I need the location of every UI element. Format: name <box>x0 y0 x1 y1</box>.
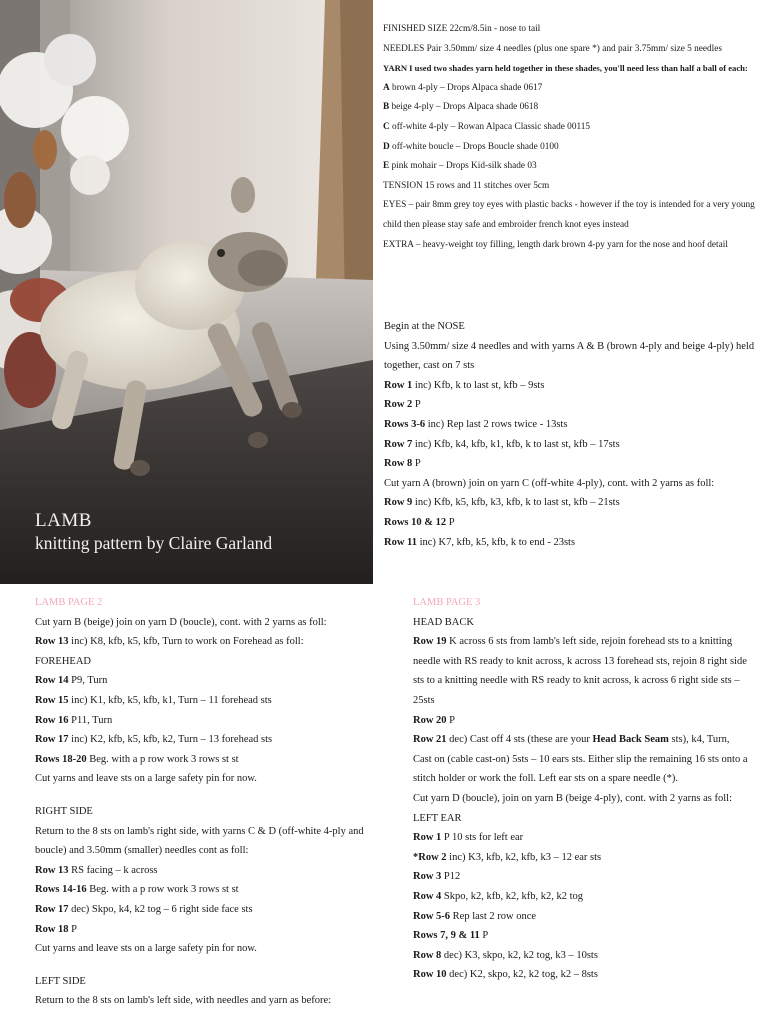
page-3-line <box>413 926 748 946</box>
hero-title: LAMB <box>35 510 92 531</box>
page-3-line <box>413 907 748 927</box>
page-2-line <box>35 613 365 633</box>
page-3-column <box>413 593 748 985</box>
page-2-line <box>35 802 365 822</box>
row-label: Row 9 <box>384 497 413 509</box>
page-3-label: LAMB PAGE 3 <box>413 597 481 608</box>
materials-line <box>383 98 758 118</box>
row-text: dec) K3, skpo, k2, k2 tog, k3 – 10sts <box>441 949 598 961</box>
row-text: RS facing – k across <box>68 864 158 876</box>
materials-list <box>383 20 758 255</box>
row-label: Row 4 <box>413 890 442 902</box>
page-3-line <box>413 613 748 633</box>
row-label: Row 13 <box>35 864 69 876</box>
materials-line <box>383 20 758 40</box>
hero-title-block <box>35 510 272 554</box>
page-2-line <box>35 750 365 770</box>
yarn-letter: D <box>383 141 390 152</box>
yarn-letter: C <box>383 121 390 132</box>
materials-line <box>383 40 758 60</box>
nose-line <box>384 415 756 435</box>
materials-line <box>383 59 758 79</box>
page-2-line <box>35 972 365 992</box>
spacer <box>35 959 365 972</box>
materials-text: brown 4-ply – Drops Alpaca shade 0617 <box>389 82 543 93</box>
row-text: dec) Skpo, k4, k2 tog – 6 right side face sts <box>68 903 253 915</box>
row-text: Begin at the NOSE <box>384 321 465 332</box>
materials-text: EYES – pair 8mm grey toy eyes with plastic backs - however if the toy is intended for a very young child then please stay safe and embroider french knot eyes instead <box>383 200 755 230</box>
row-text: Cut yarn D (boucle), join on yarn B (beige 4-ply), cont. with 2 yarns as foll: <box>413 792 733 804</box>
row-text: P9, Turn <box>68 675 108 687</box>
row-label: Row 5-6 <box>413 910 451 922</box>
page-3-line <box>413 809 748 829</box>
row-label: Row 15 <box>35 694 69 706</box>
row-label: Row 20 <box>413 714 447 726</box>
page-3-line <box>413 965 748 985</box>
page-2-line <box>35 652 365 672</box>
page-2-label: LAMB PAGE 2 <box>35 597 103 608</box>
row-label: Row 18 <box>35 923 69 935</box>
row-label: Rows 18-20 <box>35 753 87 765</box>
row-text: inc) K3, kfb, k2, kfb, k3 – 12 ear sts <box>446 851 602 863</box>
yarn-letter: A <box>383 82 390 93</box>
row-text: P <box>446 714 456 726</box>
row-text: P <box>68 923 78 935</box>
row-label: Row 16 <box>35 714 69 726</box>
materials-line <box>383 79 758 99</box>
nose-line <box>384 493 756 513</box>
row-text-continued: sts), k4, Turn, Cast on (cable cast-on) 5sts – 10 ears sts. Either slip the remaining 16 sts onto a stitch holder or work the foll. Left ear sts on a spare needle (*). <box>413 734 748 785</box>
row-text: P <box>446 516 455 528</box>
nose-line <box>384 454 756 474</box>
row-text: Beg. with a p row work 3 rows st st <box>86 753 239 765</box>
page-2-line <box>35 769 365 789</box>
row-text: Using 3.50mm/ size 4 needles and with yarns A & B (brown 4-ply and beige 4-ply) held together, cast on 7 sts <box>384 340 755 372</box>
row-text: Skpo, k2, kfb, k2, kfb, k2, k2 tog <box>441 890 584 902</box>
page-3-line <box>413 730 748 789</box>
nose-line <box>384 395 756 415</box>
row-label: Rows 10 & 12 <box>384 516 447 528</box>
row-text: Cut yarns and leave sts on a large safety pin for now. <box>35 943 257 955</box>
row-label: Row 13 <box>35 636 69 648</box>
page-2-line <box>35 691 365 711</box>
row-text: inc) Kfb, k4, kfb, k1, kfb, k to last st, kfb – 17sts <box>412 438 620 450</box>
row-text: P <box>412 399 421 411</box>
row-text: P12 <box>441 871 461 883</box>
row-text: Cut yarn B (beige) join on yarn D (boucle), cont. with 2 yarns as foll: <box>35 616 327 628</box>
row-text: Cut yarn A (brown) join on yarn C (off-white 4-ply), cont. with 2 yarns as foll: <box>384 477 715 489</box>
page-3-line <box>413 848 748 868</box>
row-text: P <box>479 930 489 942</box>
page-2-line <box>35 991 365 1011</box>
nose-line <box>384 474 756 494</box>
row-text: Rep last 2 row once <box>450 910 537 922</box>
row-label: Rows 14-16 <box>35 884 87 896</box>
materials-line <box>383 196 758 235</box>
row-label: Row 1 <box>384 379 413 391</box>
page-3-line <box>413 828 748 848</box>
page-3-line <box>413 946 748 966</box>
page-3-line <box>413 632 748 710</box>
lamb-photo-illustration <box>0 0 373 584</box>
page-2-line <box>35 900 365 920</box>
materials-text: off-white 4-ply – Rowan Alpaca Classic shade 00115 <box>389 121 591 132</box>
row-label: Row 8 <box>384 458 413 470</box>
row-text: inc) K8, kfb, k5, kfb, Turn to work on Forehead as foll: <box>68 636 304 648</box>
materials-text: off-white boucle – Drops Boucle shade 0100 <box>389 141 559 152</box>
row-text: inc) K2, kfb, k5, kfb, k2, Turn – 13 forehead sts <box>68 734 273 746</box>
row-emphasis: Head Back Seam <box>592 734 669 746</box>
row-text: P <box>412 458 421 470</box>
materials-line <box>383 118 758 138</box>
row-label: Row 2 <box>384 399 413 411</box>
page-2-line <box>35 920 365 940</box>
page-3-line <box>413 867 748 887</box>
page-3-line <box>413 789 748 809</box>
nose-line <box>384 513 756 533</box>
row-text: P 10 sts for left ear <box>441 832 524 844</box>
materials-line <box>383 138 758 158</box>
row-text: LEFT EAR <box>413 812 462 824</box>
row-text: LEFT SIDE <box>35 975 86 987</box>
page-3-line <box>413 887 748 907</box>
yarn-letter: E <box>383 161 390 172</box>
row-label: Row 10 <box>413 969 447 981</box>
row-label: *Row 2 <box>413 851 447 863</box>
row-text: HEAD BACK <box>413 616 474 628</box>
row-text: inc) Rep last 2 rows twice - 13sts <box>425 418 568 430</box>
materials-line <box>383 177 758 197</box>
nose-line <box>384 533 756 553</box>
page-2-line <box>35 880 365 900</box>
row-text: inc) K1, kfb, k5, kfb, k1, Turn – 11 forehead sts <box>68 694 272 706</box>
row-text: RIGHT SIDE <box>35 805 93 817</box>
row-text: Beg. with a p row work 3 rows st st <box>86 884 239 896</box>
row-text: dec) K2, skpo, k2, k2 tog, k2 – 8sts <box>446 969 598 981</box>
row-text: inc) K7, kfb, k5, kfb, k to end - 23sts <box>416 536 576 548</box>
page-2-line <box>35 939 365 959</box>
nose-line <box>384 376 756 396</box>
row-label: Rows 3-6 <box>384 418 426 430</box>
page-2-column <box>35 593 365 1011</box>
row-label: Row 17 <box>35 903 69 915</box>
row-label: Row 1 <box>413 832 442 844</box>
materials-text: NEEDLES Pair 3.50mm/ size 4 needles (plus one spare *) and pair 3.75mm/ size 5 needles <box>383 43 722 54</box>
page-2-line <box>35 730 365 750</box>
page-2-line <box>35 711 365 731</box>
materials-line <box>383 157 758 177</box>
page-2-line <box>35 861 365 881</box>
materials-text: YARN I used two shades yarn held together in these shades, you'll need less than half a ball of each: <box>383 63 748 74</box>
row-text: Return to the 8 sts on lamb's right side, with yarns C & D (off-white 4-ply and boucle) and 3.50mm (smaller) needles cont as foll: <box>35 825 364 857</box>
nose-line <box>384 337 756 376</box>
row-label: Rows 7, 9 & 11 <box>413 930 480 942</box>
page-2-line <box>35 671 365 691</box>
materials-text: TENSION 15 rows and 11 stitches over 5cm <box>383 180 550 191</box>
materials-text: FINISHED SIZE 22cm/8.5in - nose to tail <box>383 24 541 34</box>
row-label: Row 11 <box>384 536 417 548</box>
row-text: P11, Turn <box>68 714 113 726</box>
row-label: Row 8 <box>413 949 442 961</box>
materials-text: beige 4-ply – Drops Alpaca shade 0618 <box>389 102 539 113</box>
row-label: Row 17 <box>35 734 69 746</box>
page-2-line <box>35 822 365 861</box>
row-text: dec) Cast off 4 sts (these are your <box>446 734 593 746</box>
row-label: Row 7 <box>384 438 413 450</box>
materials-text: pink mohair – Drops Kid-silk shade 03 <box>389 161 537 172</box>
nose-line <box>384 435 756 455</box>
nose-section <box>384 317 756 552</box>
materials-text: EXTRA – heavy-weight toy filling, length dark brown 4-py yarn for the nose and hoof detail <box>383 239 728 250</box>
materials-line <box>383 236 758 256</box>
row-text: FOREHEAD <box>35 655 92 667</box>
page-2-line <box>35 632 365 652</box>
page-3-line <box>413 711 748 731</box>
row-text: inc) Kfb, k to last st, kfb – 9sts <box>412 379 545 391</box>
row-text: K across 6 sts from lamb's left side, rejoin forehead sts to a knitting needle with RS ready to knit across, k across 13 forehead sts, rejoin 8 right side sts to a knitting needle with RS ready to knit across, k across 6 right side sts – 25sts <box>413 636 747 706</box>
row-label: Row 14 <box>35 675 69 687</box>
yarn-letter: B <box>383 102 390 113</box>
hero-subtitle: knitting pattern by Claire Garland <box>35 533 273 553</box>
row-text: inc) Kfb, k5, kfb, k3, kfb, k to last st, kfb – 21sts <box>412 497 620 509</box>
row-text: Return to the 8 sts on lamb's left side, with needles and yarn as before: <box>35 995 332 1007</box>
row-label: Row 19 <box>413 636 447 648</box>
row-text: Cut yarns and leave sts on a large safety pin for now. <box>35 773 257 785</box>
row-label: Row 21 <box>413 734 447 746</box>
row-label: Row 3 <box>413 871 442 883</box>
spacer <box>35 789 365 802</box>
hero-photo <box>0 0 373 584</box>
nose-line <box>384 317 756 337</box>
